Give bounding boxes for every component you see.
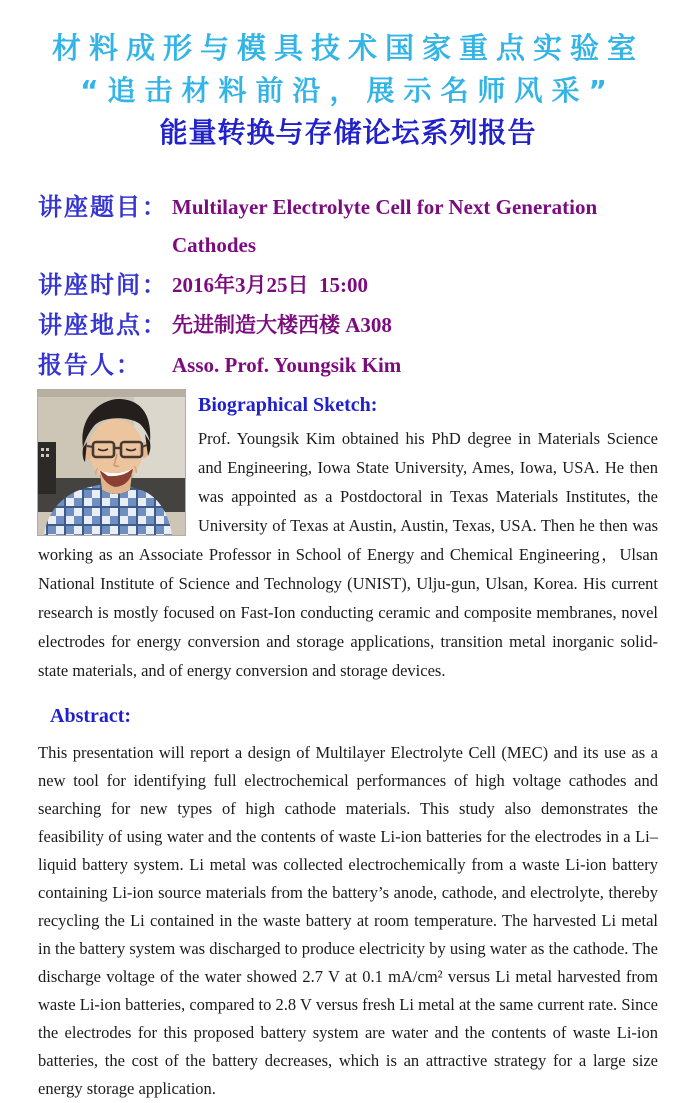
bio-heading: Biographical Sketch:	[198, 394, 378, 416]
speaker-value: Asso. Prof. Youngsik Kim	[172, 353, 402, 377]
lecture-location-label: 讲座地点：	[38, 311, 168, 339]
bio-section	[38, 390, 658, 685]
lab-name-title: 材料成形与模具技术国家重点实验室	[51, 31, 644, 65]
header-title-block	[38, 26, 658, 154]
abstract-heading: Abstract:	[50, 705, 132, 727]
lecture-title-value: Multilayer Electrolyte Cell for Next Generation Cathodes	[172, 195, 603, 257]
slogan-title: “追击材料前沿，展示名师风采”	[80, 74, 616, 107]
abstract-section	[38, 701, 658, 1103]
lecture-time-value: 2016年3月25日 15:00	[172, 273, 368, 297]
speaker-label: 报告人：	[38, 351, 142, 379]
field-row-lecture-location	[38, 306, 658, 344]
bio-text: Prof. Youngsik Kim obtained his PhD degree in Materials Science and Engineering, Iowa State University, Ames, Iowa, USA. He then was appointed as a Postdoctoral in Texas Materials Institutes, the University of Texas at Austin, Austin, Texas, USA. Then he then was working as an Associate Professor in School of Energy and Chemical Engineering，Ulsan National Institute of Science and Technology (UNIST), Ulju-gun, Ulsan, Korea. His current research is mostly focused on Fast-Ion conducting ceramic and composite membranes, novel electrodes for energy conversion and storage applications, transition metal inorganic solid-state materials, and of energy conversion and storage devices.	[38, 429, 658, 680]
lecture-time-label: 讲座时间：	[38, 271, 168, 299]
field-row-lecture-title	[38, 188, 658, 264]
speaker-photo-illustration	[38, 390, 185, 535]
lecture-title-label: 讲座题目：	[38, 193, 168, 221]
forum-series-title: 能量转换与存储论坛系列报告	[159, 116, 537, 149]
speaker-photo	[38, 390, 185, 535]
field-row-speaker	[38, 346, 658, 384]
lecture-info-fields	[38, 188, 658, 384]
lecture-location-value: 先进制造大楼西楼 A308	[172, 313, 392, 337]
field-row-lecture-time	[38, 266, 658, 304]
abstract-text: This presentation will report a design of Multilayer Electrolyte Cell (MEC) and its use as a new tool for identifying full electrochemical performances of high voltage cathodes and searching for new types of high cathode materials. This study also demonstrates the feasibility of using water and the contents of waste Li-ion batteries for the electrodes in a Li–liquid battery system. Li metal was collected electrochemically from a waste Li-ion battery containing Li-ion source materials from the battery’s anode, cathode, and electrolyte, thereby recycling the Li contained in the waste battery at room temperature. The harvested Li metal in the battery system was discharged to produce electricity by using water as the cathode. The discharge voltage of the water showed 2.7 V at 0.1 mA/cm² versus Li metal harvested from waste Li-ion batteries, compared to 2.8 V versus fresh Li metal at the same current rate. Since the electrodes for this proposed battery system are water and the contents of waste Li-ion batteries, the cost of the battery decreases, which is an attractive strategy for a large size energy storage application.	[38, 743, 658, 1098]
